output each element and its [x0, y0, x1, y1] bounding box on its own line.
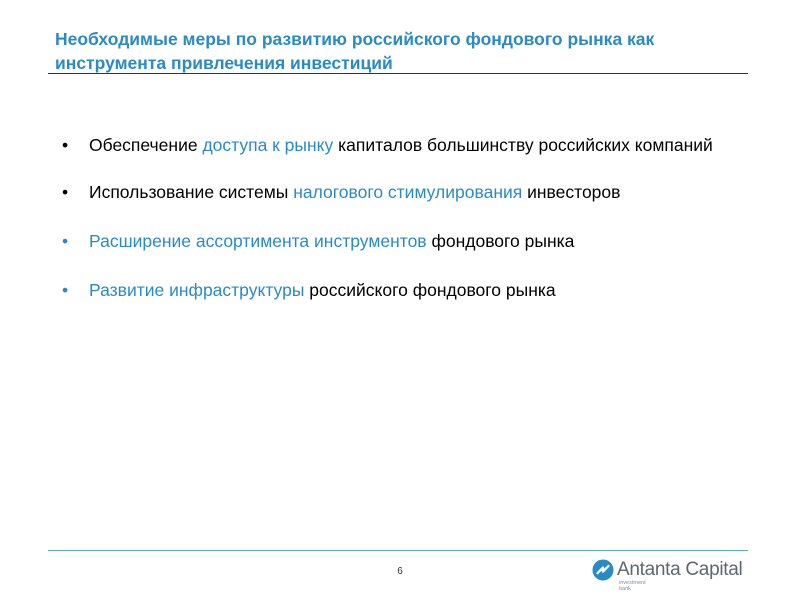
logo-subtitle: investment bank	[619, 580, 646, 592]
bullet-text-highlight: доступа к рынку	[202, 135, 334, 155]
bullet-marker: •	[62, 182, 69, 202]
bullet-text-highlight: Развитие инфраструктуры	[89, 280, 305, 300]
bullet-text-plain: инвесторов	[522, 182, 621, 202]
bullet-list	[62, 133, 722, 302]
bullet-text-plain: фондового рынка	[426, 231, 575, 251]
antanta-logo-icon	[592, 559, 614, 581]
bullet-item-infrastructure	[62, 278, 722, 302]
company-logo	[592, 558, 752, 596]
bullet-text-plain: Обеспечение	[89, 135, 203, 155]
page-number: 6	[397, 566, 403, 577]
bullet-item-tax-incentives	[62, 180, 722, 204]
bullet-marker: •	[62, 231, 69, 251]
bullet-marker: •	[62, 135, 69, 155]
bullet-text-highlight: налогового стимулирования	[293, 182, 523, 202]
bullet-item-instrument-range	[62, 229, 722, 253]
title-divider	[48, 73, 748, 74]
footer-divider	[48, 550, 748, 551]
bullet-text-plain: капиталов большинству российских компаний	[333, 135, 713, 155]
bullet-text-plain: российского фондового рынка	[304, 280, 556, 300]
bullet-text-highlight: Расширение ассортимента инструментов	[89, 231, 427, 251]
logo-wordmark: Antanta Capital	[617, 559, 743, 580]
bullet-text-plain: Использование системы	[89, 182, 294, 202]
bullet-marker: •	[62, 280, 69, 300]
bullet-item-market-access	[62, 133, 722, 157]
slide-title: Необходимые меры по развитию российского фондового рынка как инструмента привлечения инвестиций	[55, 29, 655, 73]
